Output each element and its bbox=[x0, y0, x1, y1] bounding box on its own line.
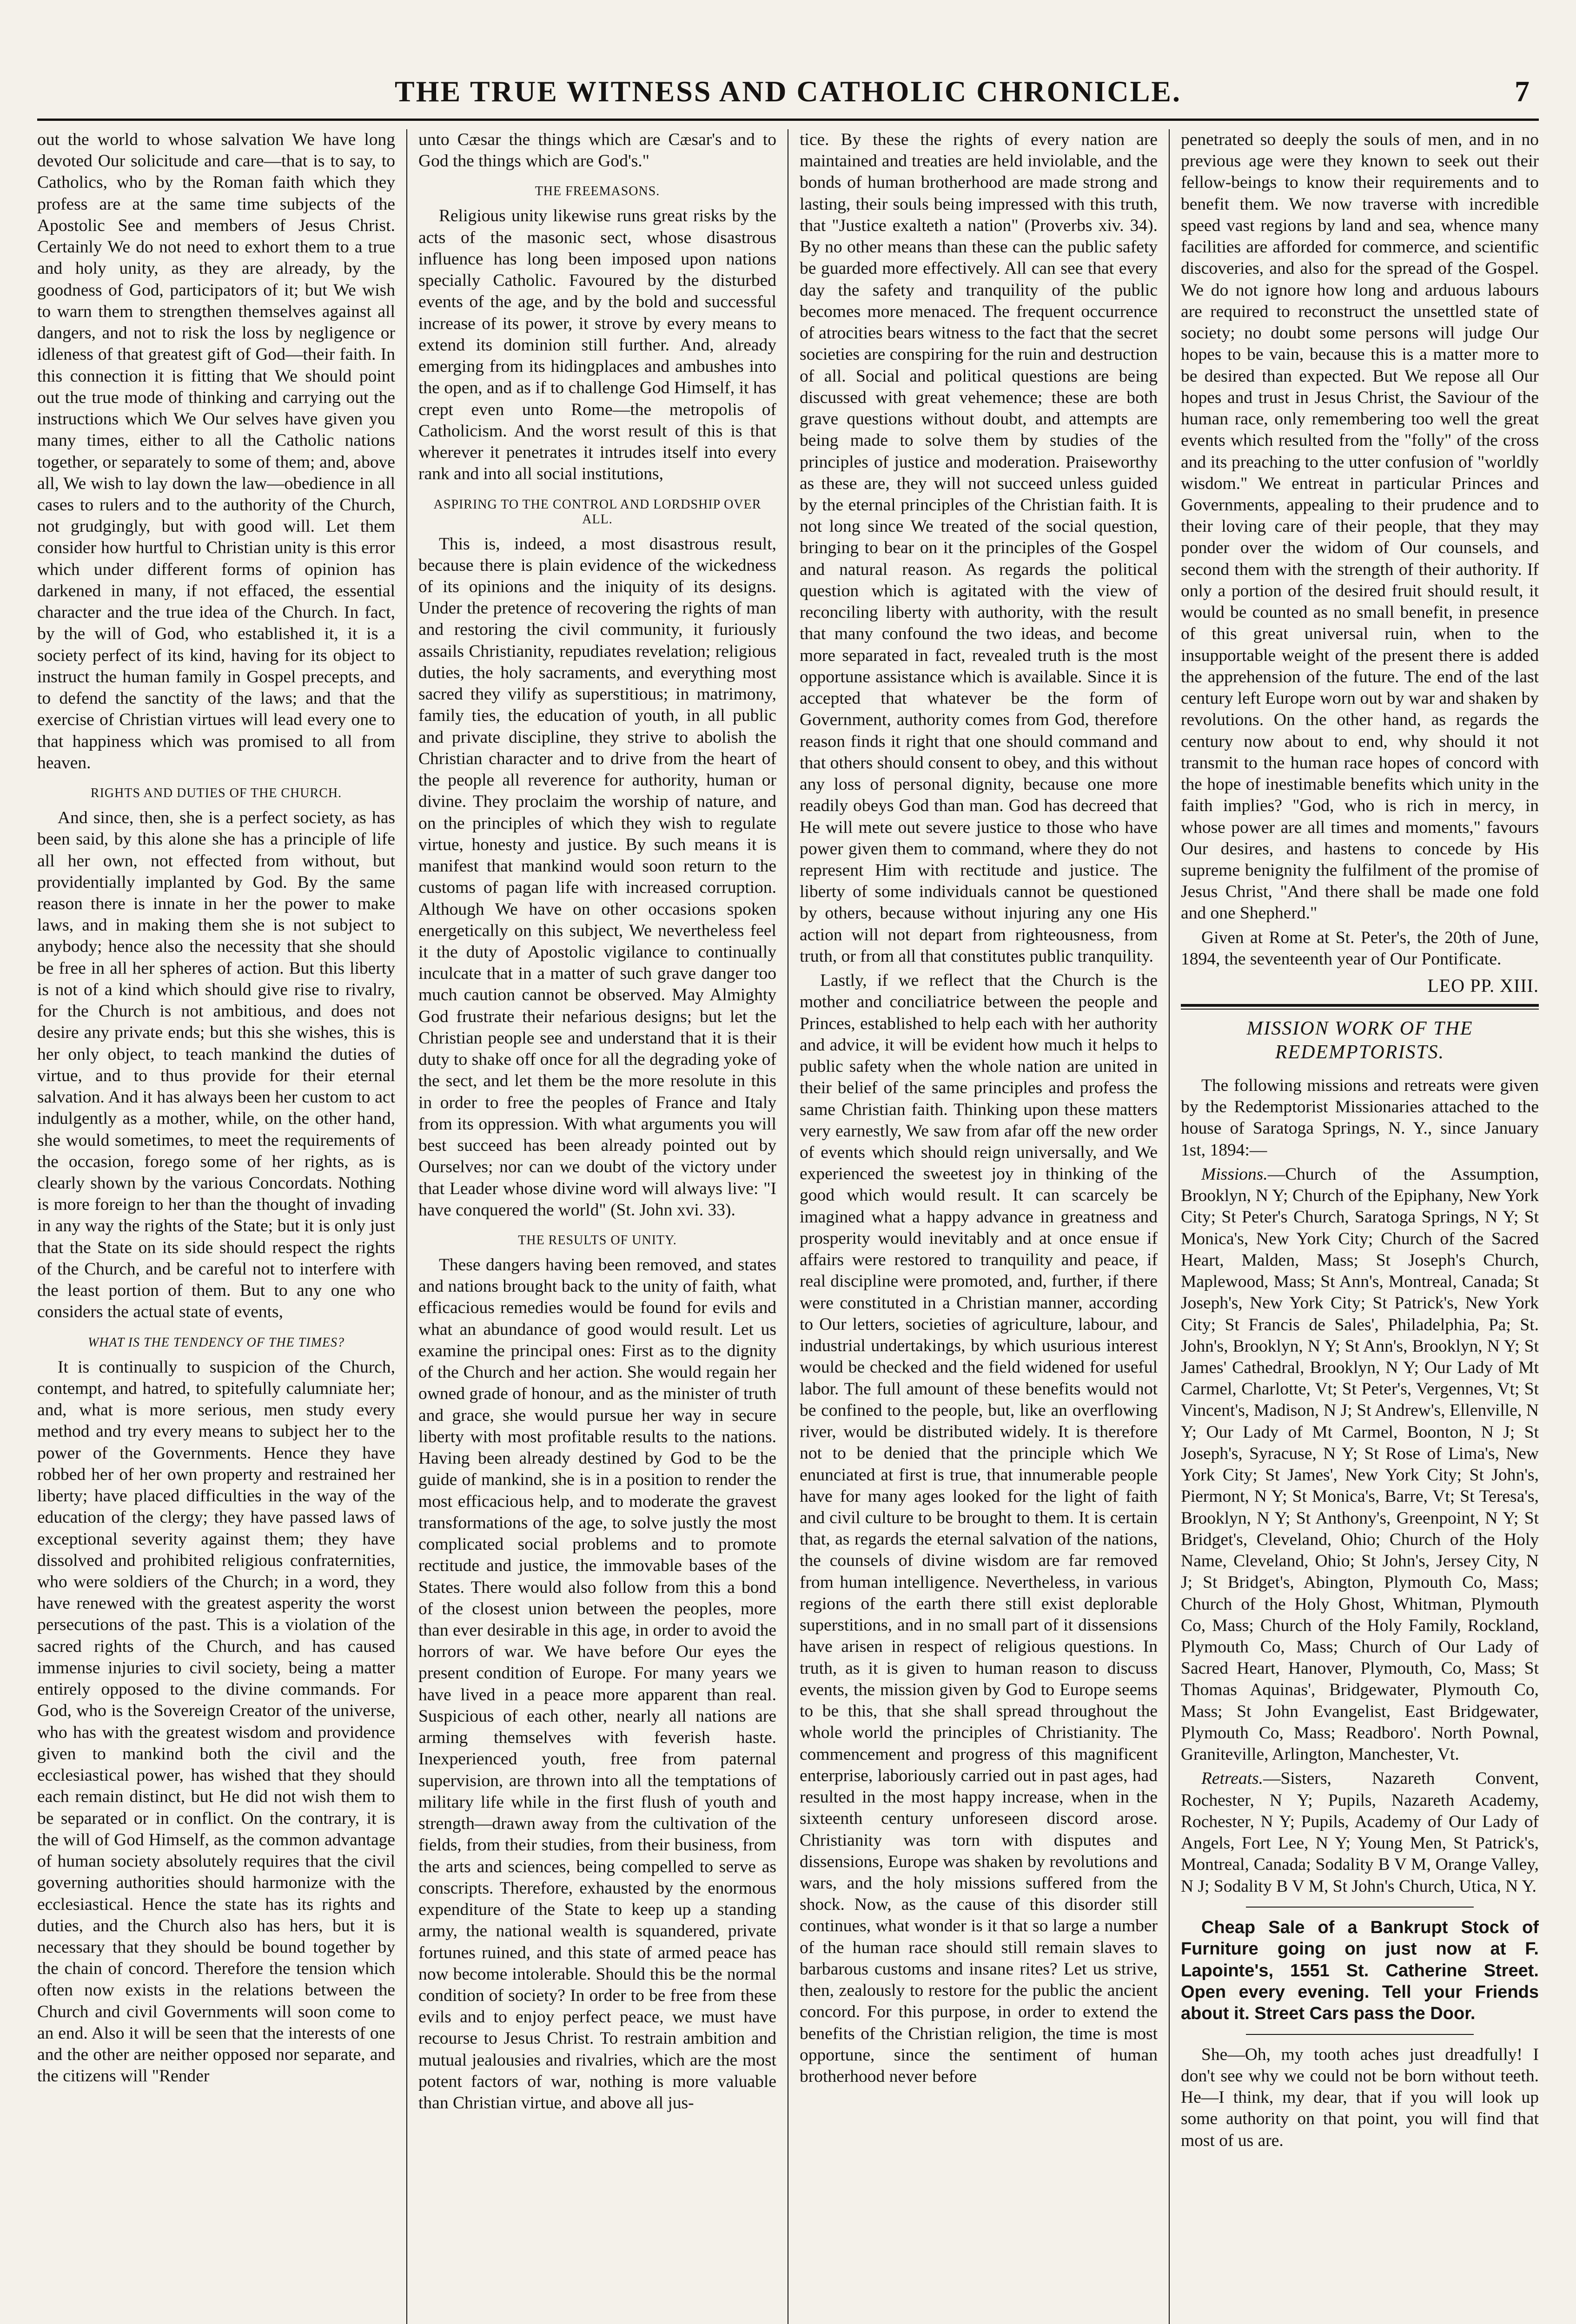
subheading: THE RESULTS OF UNITY. bbox=[518, 1233, 677, 1248]
retreats-text: —Sisters, Nazareth Convent, Rochester, N Y; Pupils, Nazareth Academy, Rochester, N Y; Pupils, Academy of Our Lady of Angels, Fort Lee, N Y; Young Men, St Patrick's, Montreal, Canada; Sodality B V M, Orange Valley, N J; Sodality B V M, St John's Church, Utica, N Y. bbox=[1181, 1769, 1539, 1896]
paragraph: Lastly, if we reflect that the Church is the mother and conciliatrice between the people and Princes, established to help each with her authority and advice, it will be evident how much it helps to public safety when the whole nation are united in their belief of the same principles and profess the same Christian faith. Thinking upon these matters very earnestly, We saw from afar off the new order of events which should reign universally, and We experienced the sweetest joy in thinking of the good which would result. It can scarcely be imagined what a happy advance in greatness and prosperity would inevitably and at once ensue if affairs were restored to tranquility and peace, if real discipline were promoted, and, further, if there were constituted in a Christian manner, according to Our letters, societies of agriculture, labour, and industrial undertakings, by which usurious interest would be checked and the field widened for useful labor. The full amount of these benefits would not be confined to the people, but, like an overflowing river, would be distributed widely. It is therefore not to be denied that the principle which We enunciated at first is true, that innumerable people have for many ages looked for the light of faith and civil culture to be brought to them. It is certain that, as regards the eternal salvation of the nations, the counsels of divine wisdom are far removed from human intelligence. Nevertheless, in various regions of the earth there still exist deplorable superstitions, and in no small part of it dissensions have arisen in respect of religious questions. In truth, as it is given to human reason to discuss events, the mission given by God to Europe seems to be this, that she shall spread throughout the whole world the principles of Christianity. The commencement and progress of this magnificent enterprise, laboriously carried out in past ages, had resulted in the most happy increase, when in the sixteenth century unforeseen discord arose. Christianity was torn with disputes and dissensions, Europe was shaken by revolutions and wars, and the holy missions suffered from the shock. Now, as the cause of this disorder still continues, what wonder is it that so large a number of the human race should still remain slaves to barbarous customs and insane rites? Let us strive, then, zealously to restore for the public the ancient concord. For this purpose, in order to extend the benefits of the Christian religion, the time is most opportune, since the sentiment of human brotherhood never before bbox=[800, 971, 1158, 2086]
paragraph: The following missions and retreats were given by the Redemptorist Missionaries attached to the house of Saratoga Springs, N. Y., since January 1st, 1894:— bbox=[1181, 1076, 1539, 1160]
divider bbox=[1246, 1907, 1474, 1908]
joke-paragraph: She—Oh, my tooth aches just dreadfully! I don't see why we could not be born without teeth. He—I think, my dear, that if you will look up some authority on that point, you will find that most of us are. bbox=[1181, 2045, 1539, 2150]
subheading: ASPIRING TO THE CONTROL AND LORDSHIP OVER ALL. bbox=[433, 497, 762, 527]
paragraph: These dangers having been removed, and states and nations brought back to the unity of faith, what efficacious remedies would be found for evils and what an abundance of good would result. Let us examine the principal ones: First as to the dignity of the Church and her action. She would regain her owned grade of honour, and as the minister of truth and grace, she would pursue her way in secure liberty with most profitable results to the nations. Having been already destined by God to be the guide of mankind, she is in a position to render the most efficacious help, and to moderate the gravest transformations of the age, to solve justly the most complicated social problems and to promote rectitude and justice, the immovable bases of the States. There would also follow from this a bond of the closest union between the peoples, more than ever desirable in this age, in order to avoid the horrors of war. We have before Our eyes the present condition of Europe. For many years we have lived in a peace more apparent than real. Suspicious of each other, nearly all nations are arming themselves with feverish haste. Inexperienced youth, free from paternal supervision, are thrown into all the temptations of military life while in the first flush of youth and strength—drawn away from the cultivation of the fields, from their studies, from their business, from the arts and sciences, being compelled to serve as conscripts. Therefore, exhausted by the enormous expenditure of the State to keep up a standing army, the national wealth is squandered, private fortunes ruined, and this state of armed peace has now become intolerable. Should this be the normal condition of society? In order to be free from these evils and to enjoy perfect peace, we must have recourse to Jesus Christ. To restrain ambition and mutual jealousies and rivalries, which are the most potent factors of war, nothing is more valuable than Christian virtue, and above all jus- bbox=[418, 1255, 776, 2113]
column-3 bbox=[788, 129, 1169, 2324]
paragraph: Given at Rome at St. Peter's, the 20th of June, 1894, the seventeenth year of Our Pontificate. bbox=[1181, 928, 1539, 969]
retreats-label: Retreats. bbox=[1201, 1769, 1263, 1789]
paragraph: This is, indeed, a most disastrous result, because there is plain evidence of the wickedness of its opinions and the iniquity of its designs. Under the pretence of recovering the rights of man and restoring the civil community, it furiously assails Christianity, repudiates revelation; religious duties, the holy sacraments, and everything most sacred they vilify as superstitious; in matrimony, family ties, the education of youth, in all public and private discipline, they strive to abolish the Christian character and to drive from the heart of the people all reverence for authority, human or divine. They proclaim the worship of nature, and on the principles of which they wish to regulate virtue, honesty and justice. By such means it is manifest that mankind would soon return to the customs of pagan life with increased corruption. Although We have on other occasions spoken energetically on this subject, We nevertheless feel it the duty of Apostolic vigilance to continually inculcate that in a matter of such grave danger too much caution cannot be observed. May Almighty God frustrate their nefarious designs; but let the Christian people see and understand that it is their duty to shake off once for all the degrading yoke of the sect, and let them be the more resolute in this in order to free the peoples of France and Italy from its oppression. With what arguments you will best succeed has been already pointed out by Ourselves; nor can we doubt of the victory under that Leader whose divine word will always live: "I have conquered the world" (St. John xvi. 33). bbox=[418, 534, 776, 1220]
section-divider bbox=[1181, 1004, 1539, 1010]
article-columns bbox=[37, 129, 1539, 2324]
retreats-paragraph bbox=[1181, 1768, 1539, 1897]
column-4 bbox=[1169, 129, 1539, 2324]
notice-text: Cheap Sale of a Bankrupt Stock of Furniture going on just now at F. Lapointe's, 1551 St. Catherine Street. Open every evening. Tell your Friends about it. Street Cars pass the Door. bbox=[1181, 1917, 1539, 2024]
subheading: THE FREEMASONS. bbox=[535, 184, 660, 199]
masthead-rule bbox=[37, 119, 1539, 121]
section-title: MISSION WORK OF THE REDEMPTORISTS. bbox=[1246, 1018, 1473, 1063]
subheading: RIGHTS AND DUTIES OF THE CHURCH. bbox=[90, 786, 342, 801]
paragraph: tice. By these the rights of every nation are maintained and treaties are held inviolable, and the bonds of human brotherhood are made strong and lasting, their souls being impressed with this truth, that "Justice exalteth a nation" (Proverbs xiv. 34). By no other means than these can the public safety be guarded more effectively. All can see that every day the safety and tranquility of the public becomes more menaced. The frequent occurrence of atrocities bears witness to the fact that the secret societies are conspiring for the ruin and destruction of all. Social and political questions are being discussed with great vehemence; these are both grave questions without doubt, and attempts are being made to solve them by studies of the principles of justice and moderation. Praiseworthy as these are, they will not succeed unless guided by the eternal principles of the Christian faith. It is not long since We treated of the social question, bringing to bear on it the principles of the Gospel and natural reason. As regards the political question which is agitated with the view of reconciling liberty with authority, with the result that many confound the two ideas, and become more separated in fact, revealed truth is the most opportune assistance which is available. Since it is accepted that whatever be the form of Government, authority comes from God, therefore reason finds it right that one should command and that others should consent to obey, and this without any loss of personal dignity, because one more readily obeys God than man. God has decreed that He will mete out severe justice to those who have power given them to command, where they do not represent Him with rectitude and justice. The liberty of some individuals cannot be questioned by others, because without injuring any one His action will not depart from righteousness, from truth, or from all that constitutes public tranquility. bbox=[800, 130, 1158, 966]
paragraph: And since, then, she is a perfect society, as has been said, by this alone she has a principle of life all her own, not effected from without, but providentially implanted by God. By the same reason there is innate in her the power to make laws, and in making them she is not subject to anybody; hence also the necessity that she should be free in all her spheres of action. But this liberty is not of a kind which should give rise to rivalry, for the Church is not ambitious, and does not desire any private ends; but this she wishes, this is her only object, to teach mankind the duties of virtue, and to thus provide for their eternal salvation. And it has always been her custom to act indulgently as a mother, while, on the other hand, she would sometimes, to meet the requirements of the occasion, forego some of her rights, as is clearly shown by the various Concordats. Nothing is more foreign to her than the thought of invading in any way the rights of the State; but it is only just that the State on its side should respect the rights of the Church, and be careful not to interfere with the least portion of them. But to any one who considers the actual state of events, bbox=[37, 808, 395, 1322]
paragraph: unto Cæsar the things which are Cæsar's and to God the things which are God's." bbox=[418, 130, 776, 171]
masthead bbox=[37, 70, 1539, 121]
furniture-sale-notice bbox=[1181, 1917, 1539, 2025]
column-1 bbox=[37, 129, 406, 2324]
paragraph: penetrated so deeply the souls of men, and in no previous age were they known to seek out their fellow-beings to know their requirements and to benefit them. We now traverse with incredible speed vast regions by land and sea, whence many facilities are afforded for commerce, and scientific discoveries, and also for the spread of the Gospel. We do not ignore how long and arduous labours are required to reconstruct the unsettled state of society; no doubt some persons will judge Our hopes to be vain, because this is a matter more to be desired than expected. But We repose all Our hopes and trust in Jesus Christ, the Saviour of the human race, only remembering too well the great events which resulted from the "folly" of the cross and its preaching to the utter confusion of "worldly wisdom." We entreat in particular Princes and Governments, appealing to their prudence and to their loving care of their people, that they may ponder over the widom of Our counsels, and second them with the strength of their authority. If only a portion of the desired fruit should result, it would be counted as no small benefit, in presence of this great universal ruin, when to the insupportable weight of the present there is added the apprehension of the future. The end of the last century left Europe worn out by war and shaken by revolutions. On the other hand, as regards the century now about to end, why should it not transmit to the human race hopes of concord with the hope of inestimable benefits which unity in the faith implies? "God, who is rich in mercy, in whose power are all times and moments," favours Our desires, and hastens to concede by His supreme benignity the fulfilment of the promise of Jesus Christ, "And there shall be made one fold and one Shepherd." bbox=[1181, 130, 1539, 923]
signature: LEO PP. XIII. bbox=[1427, 975, 1539, 997]
missions-text: —Church of the Assumption, Brooklyn, N Y; Church of the Epiphany, New York City; St Peter's Church, Saratoga Springs, N Y; St Monica's, New York City; Church of the Sacred Heart, Malden, Mass; St Joseph's Church, Maplewood, Mass; St Ann's, Montreal, Canada; St Joseph's, New York City; St Patrick's, New York City; St Francis de Sales', Philadelphia, Pa; St. John's, Brooklyn, N Y; St Ann's, Brooklyn, N Y; St James' Cathedral, Brooklyn, N Y; Our Lady of Mt Carmel, Charlotte, Vt; St Peter's, Vergennes, Vt; St Vincent's, Madison, N J; St Andrew's, Ellenville, N Y; Our Lady of Mt Carmel, Boonton, N J; St Joseph's, Syracuse, N Y; St Rose of Lima's, New York City; St James', New York City; St John's, Piermont, N Y; St Monica's, Barre, Vt; St Teresa's, Brooklyn, N Y; St Anthony's, Greenpoint, N Y; St Bridget's, Cleveland, Ohio; Church of the Holy Name, Cleveland, Ohio; St John's, Jersey City, N J; St Bridget's, Abington, Plymouth Co, Mass; Church of the Holy Ghost, Whitman, Plymouth Co, Mass; Church of the Holy Family, Rockland, Plymouth Co, Mass; Church of Our Lady of Sacred Heart, Hanover, Plymouth, Co, Mass; St Thomas Aquinas', Bridgewater, Plymouth Co, Mass; St John Evangelist, East Bridgewater, Plymouth Co, Mass; Readboro'. North Pownal, Graniteville, Arlington, Manchester, Vt. bbox=[1181, 1164, 1539, 1764]
missions-paragraph bbox=[1181, 1164, 1539, 1766]
column-2 bbox=[406, 129, 788, 2324]
paragraph: Religious unity likewise runs great risks by the acts of the masonic sect, whose disastrous influence has long been imposed upon nations specially Catholic. Favoured by the disturbed events of the age, and by the bold and successful increase of its power, it strove by every means to extend its dominion still further. And, already emerging from its hidingplaces and ambushes into the open, and as if to challenge God Himself, it has crept even unto Rome—the metropolis of Catholicism. And the worst result of this is that wherever it penetrates it intrudes itself into every rank and into all social institutions, bbox=[418, 206, 776, 484]
paragraph: It is continually to suspicion of the Church, contempt, and hatred, to spitefully calumniate her; and, what is more serious, men study every method and try every means to subject her to the power of the Governments. Hence they have robbed her of her own property and restrained her liberty; have placed difficulties in the way of the education of the clergy; they have passed laws of exceptional severity against them; they have dissolved and prohibited religious confraternities, who were soldiers of the Church; in a word, they have renewed with the greatest asperity the worst persecutions of the past. This is a violation of the sacred rights of the Church, and has caused immense injuries to civil society, being a matter entirely opposed to the divine commands. For God, who is the Sovereign Creator of the universe, who has with the greatest wisdom and providence given to mankind both the civil and the ecclesiastical power, has wished that they should each remain distinct, but He did not wish them to be separated or in conflict. On the contrary, it is the will of God Himself, as the common advantage of human society absolutely requires that the civil governing authorities should harmonize with the ecclesiastical. Hence the state has its rights and duties, and the Church also has hers, but it is necessary that they should be bound together by the chain of concord. Therefore the tension which often now exists in the relations between the Church and civil Governments will soon come to an end. Also it will be seen that the interests of one and the other are neither opposed nor separate, and the citizens will "Render bbox=[37, 1357, 395, 2086]
page-number: 7 bbox=[1515, 75, 1530, 108]
masthead-title: THE TRUE WITNESS AND CATHOLIC CHRONICLE. bbox=[395, 75, 1181, 108]
paragraph: out the world to whose salvation We have long devoted Our solicitude and care—that is to say, to Catholics, who by the Roman faith which they profess are at the same time subjects of the Apostolic See and members of Jesus Christ. Certainly We do not need to exhort them to a true and holy unity, as they are already, by the goodness of God, participators of it; but We wish to warn them to strengthen themselves against all dangers, and not to risk the loss by negligence or idleness of that greatest gift of God—their faith. In this connection it is fitting that We should point out the true mode of thinking and carrying out the instructions which We Our selves have given you many times, either to all the Catholic nations together, or separately to some of them; and, above all, We wish to lay down the law—obedience in all cases to rulers and to the authority of the Church, not grudgingly, but with good will. Let them consider how hurtful to Christian unity is this error which under different forms of opinion has darkened in many, if not effaced, the essential character and the true idea of the Church. In fact, by the will of God, who established it, it is a society perfect of its kind, having for its object to instruct the human family in Gospel precepts, and to defend the sanctity of the laws; and that the exercise of Christian virtues will lead every one to that happiness which was promised to all from heaven. bbox=[37, 130, 395, 772]
missions-label: Missions. bbox=[1201, 1164, 1268, 1184]
subheading: WHAT IS THE TENDENCY OF THE TIMES? bbox=[87, 1335, 345, 1350]
divider bbox=[1246, 2034, 1474, 2035]
